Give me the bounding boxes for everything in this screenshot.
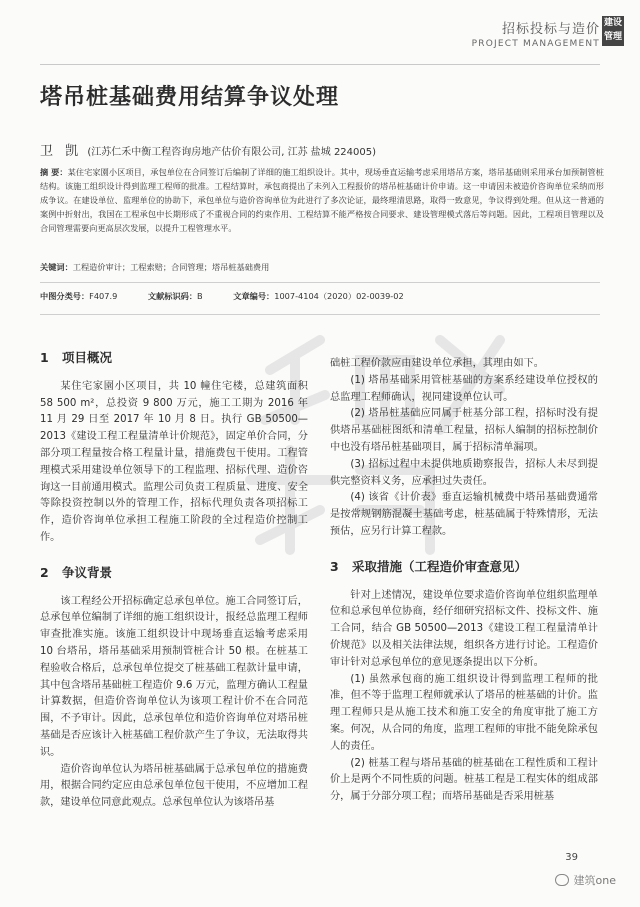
doc-label: 文献标识码： xyxy=(147,291,198,301)
source-watermark xyxy=(555,872,616,888)
paragraph: (2) 桩基工程与塔吊基础的桩基础在工程性质和工程计价上是两个不同性质的问题。桩基工程是工程实体的组成部分，属于分部分项工程；而塔吊基础是否采用桩基 xyxy=(330,757,598,803)
classification-meta xyxy=(40,291,404,302)
page-number: 39 xyxy=(565,852,578,863)
section-heading xyxy=(40,350,308,367)
paragraph: 该工程经公开招标确定总承包单位。施工合同签订后，总承包单位编制了详细的施工组织设计，报经总监理工程师审查批准实施。该施工组织设计中现场垂直运输考虑采用 10 台塔吊，塔吊基础采用预制管桩合计 50 根。在桩基工程验收合格后，总承包单位提交了桩基础工程款计量申请，其中包含塔吊基础桩工程造价 9.6 万元，监理方确认工程量计算数据，但造价咨询单位认为该项工程计价不在合同范围，不予审计。因此，总承包单位和造价咨询单位对塔吊桩基础是否应该计入桩基础工程价款产生了争议，无法取得共识。 xyxy=(40,595,308,758)
header-divider xyxy=(40,64,600,65)
paragraph: (4) 该省《计价表》垂直运输机械费中塔吊基础费通常是按常规钢筋混凝土基础考虑，桩基础属于特殊情形，无法预估，应另行计算工程款。 xyxy=(330,492,598,537)
article-value: 1007-4104（2020）02-0039-02 xyxy=(274,291,404,301)
paragraph: 某住宅家園小区项目，共 10 幢住宅楼，总建筑面积 58 500 m²，总投资 9 800 万元，施工工期为 2016 年 11 月 29 日至 2017 年 10 月 8 日。执行 GB 50500—2013《建设工程工程量清单计价规范》，固定单价合同，分部分项工程量按合格工程量计量，措施费包干使用。工程管理模式采用建设单位领导下的工程监理、招标代理、造价咨询这一目前通用模式。监理公司负责工程质量、进度、安全等除投资控制以外的管理工作，招标代理负责各项招标工作，造价咨询单位承担工程施工阶段的全过程造价控制工作。 xyxy=(40,380,308,543)
paragraph: (1) 虽然承包商的施工组织设计得到监理工程师的批准，但不等于监理工程师就承认了塔吊的桩基础的计价。监理工程师只是从施工技术和施工安全的角度审批了施工方案。何况，从合同的角度，监理工程师的审批不能免除承包人的责任。 xyxy=(330,673,598,752)
section-heading xyxy=(330,559,598,576)
paragraph: 础桩工程价款应由建设单位承担，其理由如下。 xyxy=(330,358,544,369)
journal-logo: 建设 管理 xyxy=(602,16,624,46)
article-label: 文章编号： xyxy=(233,291,275,301)
keywords-label: 关键词： xyxy=(40,262,73,272)
keywords-text: 工程造价审计；工程索赔；合同管理；塔吊桩基础费用 xyxy=(72,262,270,272)
watermark-text: 建筑one xyxy=(573,874,616,887)
abstract-text: 某住宅家園小区项目，承包单位在合同签订后编制了详细的施工组织设计。其中，现场垂直运输考虑采用塔吊方案，塔吊基础则采用承台加预制管桩结构。该施工组织设计得到监理工程师的批准。工程结算时，承包商提出了未列入工程报价的塔吊桩基础计价申请。这一申请因未被造价咨询单位采纳而形成争议。在建设单位、监理单位的协助下，承包单位与造价咨询单位为此进行了多次论证，最终理清思路，取得一致意见，争议得到处理。但从这一普通的案例中折射出，我国在工程承包中长期形成了不重视合同的约束作用、工程结算不能严格按合同要求、建设管理模式落后等问题。因此，工程项目管理以及合同管理需要向更高层次发展，以提升工程管理水平。 xyxy=(40,167,604,233)
divider xyxy=(40,282,600,283)
header-category-en: PROJECT MANAGEMENT xyxy=(471,39,600,49)
section-title: 采取措施（工程造价审查意见） xyxy=(352,558,528,574)
section-number: 3 xyxy=(330,558,339,574)
keywords xyxy=(40,262,269,273)
header-category: 招标投标与造价 xyxy=(501,22,600,37)
abstract xyxy=(40,165,604,235)
section-heading xyxy=(40,565,308,582)
article-title: 塔吊桩基础费用结算争议处理 xyxy=(40,85,340,110)
wechat-icon xyxy=(555,874,569,886)
abstract-label: 摘 要： xyxy=(40,167,68,177)
paragraph: 针对上述情况，建设单位要求造价咨询单位组织监理单位和总承包单位协商，经仔细研究招标文件、投标文件、施工合同，结合 GB 50500—2013《建设工程工程量清单计价规范》以及相关法律法规，组织各方进行讨论。工程造价审计针对总承包单位的意见逐条提出以下分析。 xyxy=(330,589,598,668)
section-number: 2 xyxy=(40,564,49,580)
divider xyxy=(40,314,600,315)
doc-value: B xyxy=(197,291,203,301)
section-title: 争议背景 xyxy=(62,564,113,580)
right-column xyxy=(330,356,598,806)
section-number: 1 xyxy=(40,350,49,365)
author-line xyxy=(40,140,376,159)
author-name: 卫 凯 xyxy=(40,144,83,159)
paragraph: (3) 招标过程中未提供地质勘察报告，招标人未尽到提供完整资料义务，应承担过失责任。 xyxy=(330,458,598,487)
paragraph: (2) 塔吊桩基础应同属于桩基分部工程，招标时没有提供塔吊基础桩图纸和清单工程量，招标人编制的招标控制价中也没有塔吊桩基础项目，属于招标清单漏项。 xyxy=(330,408,598,453)
left-column xyxy=(40,350,308,812)
paragraph: (1) 塔吊基础采用管桩基础的方案系经建设单位授权的总监理工程师确认，视同建设单位认可。 xyxy=(330,374,598,403)
author-affiliation: (江苏仁禾中衡工程咨询房地产估价有限公司, 江苏 盐城 224005) xyxy=(87,147,377,158)
section-title: 项目概况 xyxy=(62,350,113,365)
clc-value: F407.9 xyxy=(89,291,118,301)
paragraph: 造价咨询单位认为塔吊桩基础属于总承包单位的措施费用，根据合同约定应由总承包单位包干使用，不应增加工程款，建设单位同意此观点。总承包单位认为该塔吊基 xyxy=(40,763,308,809)
running-header xyxy=(472,18,600,49)
clc-label: 中图分类号： xyxy=(40,291,90,301)
